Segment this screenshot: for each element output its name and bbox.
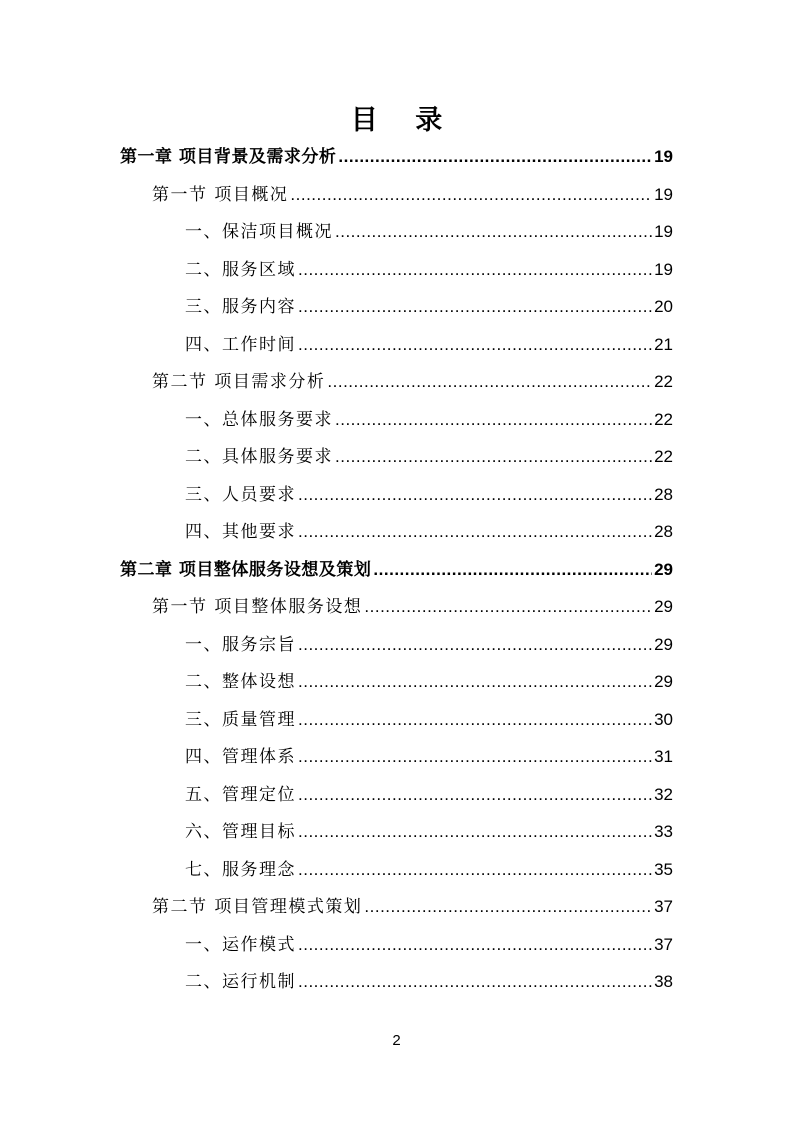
toc-entry-page: 37 xyxy=(654,934,673,954)
dot-leader xyxy=(298,255,652,285)
toc-entry-page: 37 xyxy=(654,897,673,916)
toc-entry-label: 第一章 项目背景及需求分析 xyxy=(120,147,337,167)
toc-entry-page: 21 xyxy=(654,334,673,354)
dot-leader xyxy=(298,817,652,847)
toc-entry-label: 二、具体服务要求 xyxy=(185,447,333,467)
toc-entry-item[interactable] xyxy=(185,705,673,735)
dot-leader xyxy=(338,142,652,172)
toc-entry-label: 一、总体服务要求 xyxy=(185,409,333,430)
toc-entry-item[interactable] xyxy=(185,930,673,960)
toc-entry-page: 22 xyxy=(654,372,673,391)
toc-entry-label: 二、服务区域 xyxy=(185,259,296,280)
toc-entry-page: 28 xyxy=(654,522,673,541)
toc-entry-label: 七、服务理念 xyxy=(185,859,296,880)
dot-leader xyxy=(373,555,652,585)
dot-leader xyxy=(290,180,652,210)
dot-leader xyxy=(298,780,652,810)
dot-leader xyxy=(298,667,652,697)
toc-entry-page: 20 xyxy=(654,297,673,316)
page-number: 2 xyxy=(392,1032,401,1049)
toc-entry-item[interactable] xyxy=(185,667,673,697)
dot-leader xyxy=(335,405,652,435)
toc-entry-item[interactable] xyxy=(185,780,673,810)
toc-entry-page: 22 xyxy=(654,447,673,466)
toc-entry-item[interactable] xyxy=(185,817,673,847)
dot-leader xyxy=(298,517,652,547)
toc-entry-label: 四、其他要求 xyxy=(185,522,296,542)
toc-entry-item[interactable] xyxy=(185,442,673,472)
toc-entry-page: 29 xyxy=(654,597,673,616)
toc-entry-item[interactable] xyxy=(185,217,673,247)
dot-leader xyxy=(298,855,652,885)
toc-entry-page: 19 xyxy=(654,259,673,279)
toc-entry-chapter[interactable] xyxy=(120,142,673,172)
toc-entry-label: 三、质量管理 xyxy=(185,709,296,730)
toc-entry-page: 28 xyxy=(654,484,673,504)
toc-entry-item[interactable] xyxy=(185,630,673,660)
toc-entry-label: 一、运作模式 xyxy=(185,934,296,955)
toc-entry-item[interactable] xyxy=(185,330,673,360)
toc-entry-item[interactable] xyxy=(185,742,673,772)
toc-entry-page: 38 xyxy=(654,972,673,991)
toc-entry-label: 五、管理定位 xyxy=(185,784,296,805)
dot-leader xyxy=(335,217,652,247)
toc-entry-label: 第一节 项目整体服务设想 xyxy=(152,597,363,617)
toc-title: 目 录 xyxy=(350,105,457,136)
toc-entry-page: 29 xyxy=(654,634,673,654)
dot-leader xyxy=(298,630,652,660)
toc-entry-section[interactable] xyxy=(152,180,673,210)
toc-entry-label: 第二章 项目整体服务设想及策划 xyxy=(120,559,372,580)
toc-entry-item[interactable] xyxy=(185,517,673,547)
dot-leader xyxy=(364,892,652,922)
toc-entry-page: 29 xyxy=(654,672,673,691)
toc-entry-page: 19 xyxy=(654,222,673,241)
toc-entry-item[interactable] xyxy=(185,405,673,435)
toc-entry-chapter[interactable] xyxy=(120,555,673,585)
toc-entry-label: 四、工作时间 xyxy=(185,334,296,355)
toc-entry-label: 第二节 项目需求分析 xyxy=(152,372,326,392)
toc-entry-label: 四、管理体系 xyxy=(185,747,296,767)
toc-entry-label: 三、服务内容 xyxy=(185,297,296,317)
dot-leader xyxy=(298,330,652,360)
toc-entry-page: 19 xyxy=(654,184,673,204)
dot-leader xyxy=(364,592,652,622)
toc-entry-label: 三、人员要求 xyxy=(185,484,296,505)
toc-entry-label: 二、运行机制 xyxy=(185,972,296,992)
toc-entry-page: 33 xyxy=(654,822,673,841)
toc-entry-page: 35 xyxy=(654,859,673,879)
dot-leader xyxy=(298,705,652,735)
toc-entry-label: 一、服务宗旨 xyxy=(185,634,296,655)
dot-leader xyxy=(298,742,652,772)
toc-entry-label: 一、保洁项目概况 xyxy=(185,222,333,242)
dot-leader xyxy=(335,442,652,472)
toc-entry-page: 32 xyxy=(654,784,673,804)
toc-entry-label: 第二节 项目管理模式策划 xyxy=(152,897,363,917)
toc-entry-item[interactable] xyxy=(185,855,673,885)
dot-leader xyxy=(327,367,652,397)
toc-entry-page: 22 xyxy=(654,409,673,429)
toc-entry-section[interactable] xyxy=(152,592,673,622)
toc-entry-page: 19 xyxy=(654,147,673,166)
toc-entry-page: 31 xyxy=(654,747,673,766)
dot-leader xyxy=(298,292,652,322)
toc-entry-item[interactable] xyxy=(185,967,673,997)
toc-entry-page: 29 xyxy=(654,559,673,579)
toc-entry-section[interactable] xyxy=(152,367,673,397)
toc-entry-label: 第一节 项目概况 xyxy=(152,184,289,205)
dot-leader xyxy=(298,930,652,960)
dot-leader xyxy=(298,967,652,997)
toc-entry-section[interactable] xyxy=(152,892,673,922)
toc-entry-label: 六、管理目标 xyxy=(185,822,296,842)
toc-entry-item[interactable] xyxy=(185,292,673,322)
toc-entry-item[interactable] xyxy=(185,255,673,285)
toc-entry-label: 二、整体设想 xyxy=(185,672,296,692)
dot-leader xyxy=(298,480,652,510)
toc-entry-item[interactable] xyxy=(185,480,673,510)
toc-entry-page: 30 xyxy=(654,709,673,729)
